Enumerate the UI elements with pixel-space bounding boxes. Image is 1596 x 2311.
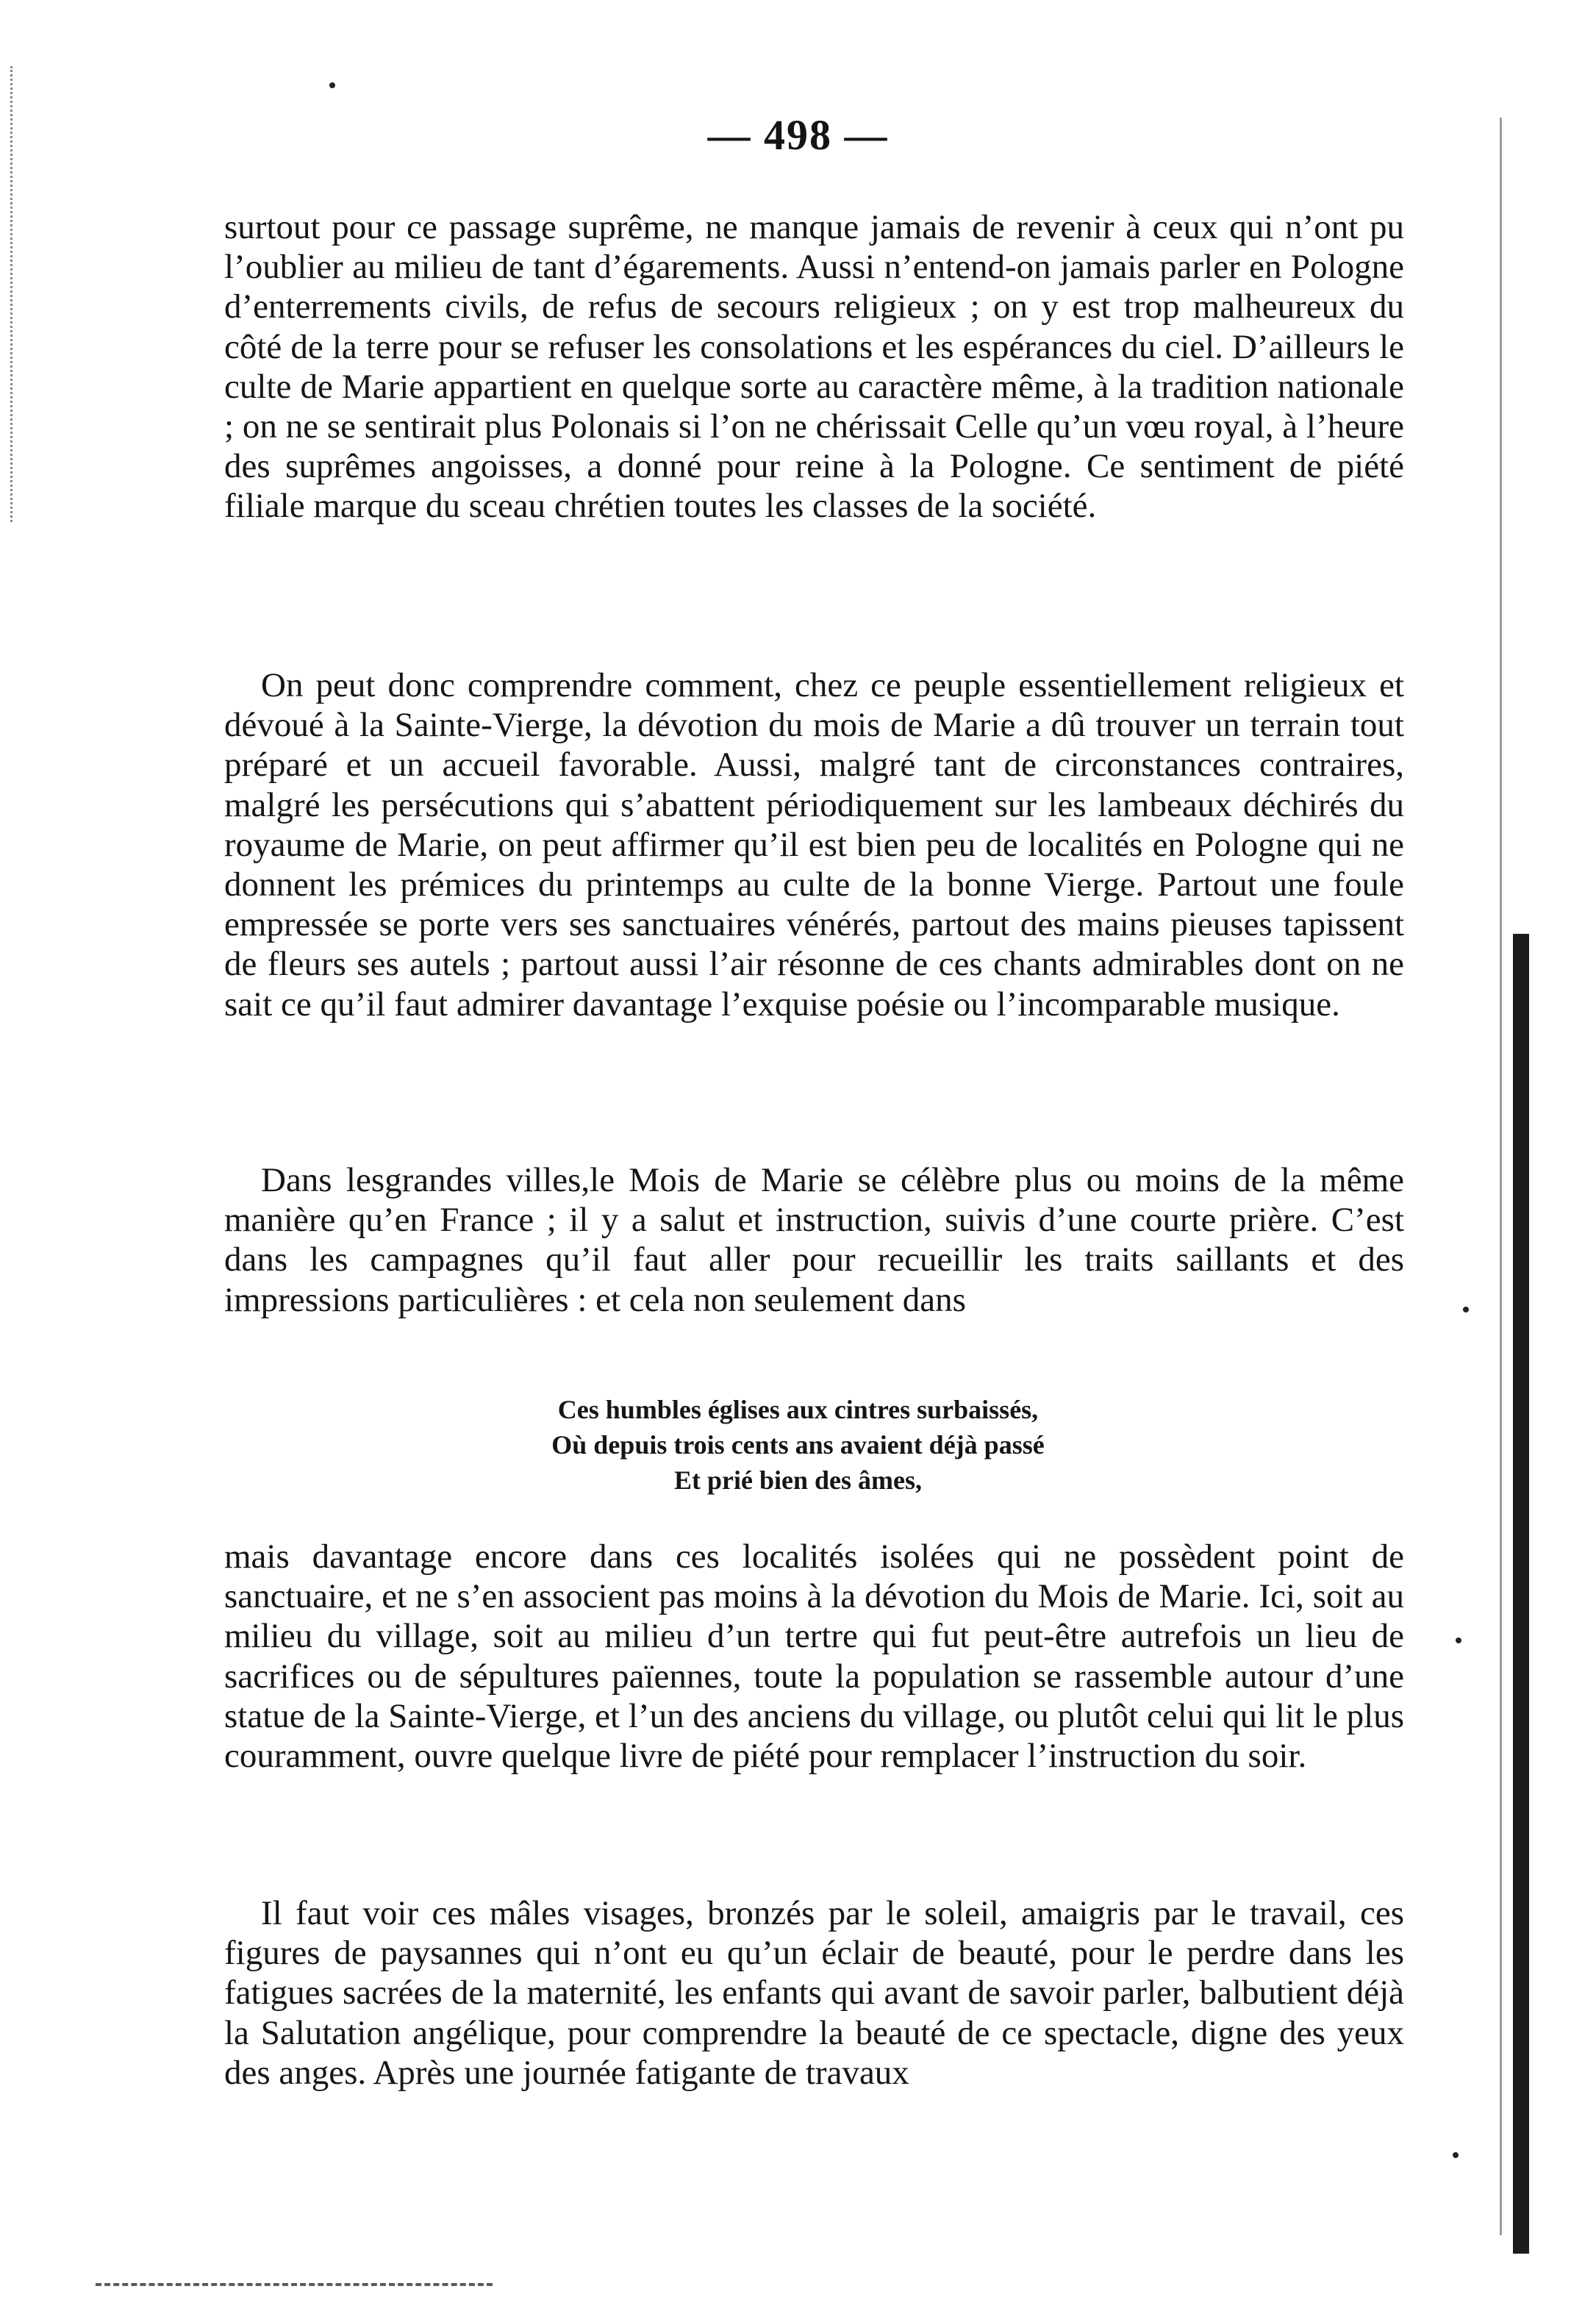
- page-number: — 498 —: [707, 111, 889, 159]
- paragraph-1: [224, 207, 1404, 526]
- verse-line: Et prié bien des âmes,: [674, 1465, 922, 1495]
- paragraph-2: [224, 665, 1404, 1024]
- scan-margin-bottom: [96, 2283, 493, 2286]
- paragraph-5: [224, 1893, 1404, 2093]
- scan-edge-right: [1513, 934, 1529, 2254]
- scan-speck: [1463, 1307, 1469, 1312]
- paragraph-text: surtout pour ce passage suprême, ne manque jamais de revenir à ceux qui n’ont pu l’oublier au milieu de tant d’égarements. Aussi n’entend-on jamais parler en Pologne d’enterrements civils, de refus de secours religieux ; on y est trop malheureux du côté de la terre pour se refuser les consolations et les espérances du ciel. D’ailleurs le culte de Marie appartient en quelque sorte au caractère même, à la tradition nationale ; on ne se sentirait plus Polonais si l’on ne chérissait Celle qu’un vœu royal, à l’heure des suprêmes angoisses, a donné pour reine à la Pologne. Ce sentiment de piété filiale marque du sceau chrétien toutes les classes de la société.: [224, 208, 1404, 526]
- verse-quotation: [0, 1392, 1596, 1498]
- paragraph-text: Dans lesgrandes villes,le Mois de Marie se célèbre plus ou moins de la même manière qu’en France ; il y a salut et instruction, suivis d’une courte prière. C’est dans les campagnes qu’il faut aller pour recueillir les traits saillants et des impressions particulières : et cela non seulement dans: [224, 1161, 1404, 1319]
- scan-speck: [1453, 2152, 1459, 2158]
- scan-margin-line-right: [1500, 118, 1502, 2235]
- paragraph-3: [224, 1160, 1404, 1320]
- paragraph-text: Il faut voir ces mâles visages, bronzés par le soleil, amaigris par le travail, ces figures de paysannes qui n’ont eu qu’un éclair de beauté, pour le perdre dans les fatigues sacrées de la maternité, les enfants qui avant de savoir parler, balbutient déjà la Salutation angélique, pour comprendre la beauté de ce spectacle, digne des yeux des anges. Après une journée fatigante de travaux: [224, 1894, 1404, 2092]
- paragraph-text: mais davantage encore dans ces localités isolées qui ne possèdent point de sanctuaire, et ne s’en associent pas moins à la dévotion du Mois de Marie. Ici, soit au milieu du village, soit au milieu d’un tertre qui fut peut-être autrefois un lieu de sacrifices ou de sépultures païennes, toute la population se rassemble autour d’une statue de la Sainte-Vierge, et l’un des anciens du village, ou plutôt celui qui lit le plus couramment, ouvre quelque livre de piété pour remplacer l’instruction du soir.: [224, 1537, 1404, 1776]
- paragraph-text: On peut donc comprendre comment, chez ce peuple essentiellement religieux et dévoué à la Sainte-Vierge, la dévotion du mois de Marie a dû trouver un terrain tout préparé et un accueil favorable. Aussi, malgré tant de circonstances contraires, malgré les persécutions qui s’abattent périodiquement sur les lambeaux déchirés du royaume de Marie, on peut affirmer qu’il est bien peu de localités en Pologne qui ne donnent les prémices du printemps au culte de la bonne Vierge. Partout une foule empressée se porte vers ses sanctuaires vénérés, partout des mains pieuses tapissent de fleurs ses autels ; partout aussi l’air résonne de ces chants admirables dont on ne sait ce qu’il faut admirer davantage l’exquise poésie ou l’incomparable musique.: [224, 666, 1404, 1024]
- verse-line: Ces humbles églises aux cintres surbaissés,: [557, 1395, 1039, 1424]
- scan-speck: [1456, 1637, 1461, 1643]
- verse-line: Où depuis trois cents ans avaient déjà passé: [551, 1430, 1045, 1460]
- scan-speck: [329, 82, 335, 88]
- paragraph-4: [224, 1537, 1404, 1776]
